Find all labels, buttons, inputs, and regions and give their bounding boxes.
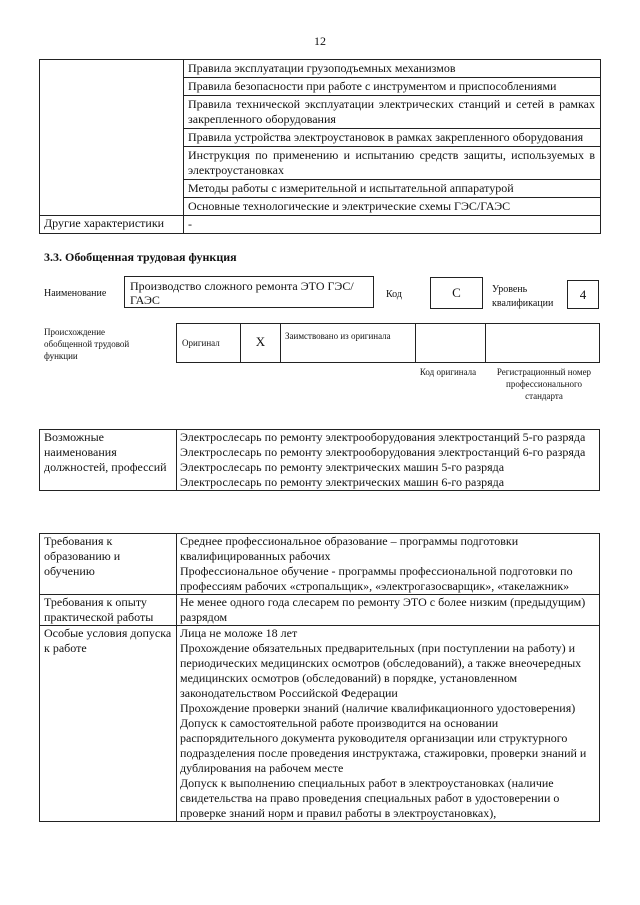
origin-table — [176, 323, 600, 363]
positions-label: Возможные наименования должностей, профессий — [40, 430, 177, 491]
original-code-cell — [416, 324, 486, 363]
experience-value: Не менее одного года слесарем по ремонту ЭТО с более низким (предыдущим) разрядом — [177, 595, 600, 626]
position-item: Электрослесарь по ремонту электрооборудования электростанций 6-го разряда — [180, 445, 586, 459]
position-item: Электрослесарь по ремонту электрических машин 6-го разряда — [180, 475, 505, 489]
original-mark: X — [241, 324, 281, 363]
conditions-label: Особые условия допуска к работе — [40, 626, 177, 822]
education-label: Требования к образованию и обучению — [40, 534, 177, 595]
knowledge-table — [39, 59, 601, 234]
knowledge-item: Основные технологические и электрические схемы ГЭС/ГАЭС — [184, 198, 601, 216]
positions-table — [39, 429, 600, 491]
origin-label: Происхождение обобщенной трудовой функции — [44, 327, 130, 361]
page-number: 12 — [314, 34, 326, 48]
reg-number-caption: Регистрационный номер профессионального стандарта — [496, 367, 592, 401]
other-characteristics-label: Другие характеристики — [40, 216, 184, 234]
education-cell — [177, 534, 600, 595]
level-label: Уровень квалификации — [492, 284, 554, 309]
education-item: Среднее профессиональное образование – программы подготовки квалифицированных рабочих — [180, 534, 519, 563]
code-label: Код — [386, 289, 402, 300]
condition-item: Прохождение проверки знаний (наличие квалификационного удостоверения) — [180, 701, 576, 715]
conditions-cell — [177, 626, 600, 822]
knowledge-label-cell — [40, 60, 184, 216]
condition-item: Допуск к самостоятельной работе производится на основании распорядительного документа руководителя организации или структурного подразделения после проведения инструктажа, стажировки, проверки знаний и дублирования на рабочем месте — [180, 716, 587, 775]
original-label: Оригинал — [177, 324, 241, 363]
reg-number-cell — [486, 324, 600, 363]
position-item: Электрослесарь по ремонту электрических машин 5-го разряда — [180, 460, 505, 474]
original-code-caption: Код оригинала — [419, 367, 477, 377]
level-box: 4 — [567, 280, 599, 309]
education-item: Профессиональное обучение - программы профессиональной подготовки по профессиям рабочих «стропальщик», «электрогазосварщик», «такелажник» — [180, 564, 573, 593]
knowledge-item: Правила технической эксплуатации электрических станций и сетей в рамках закрепленного оборудования — [184, 96, 601, 129]
condition-item: Прохождение обязательных предварительных (при поступлении на работу) и периодических медицинских осмотров (обследований), а также внеочередных медицинских осмотров (обследований) в порядке, установленном законодательством Российской Федерации — [180, 641, 582, 700]
code-box: С — [430, 277, 483, 309]
knowledge-item: Методы работы с измерительной и испытательной аппаратурой — [184, 180, 601, 198]
knowledge-item: Правила устройства электроустановок в рамках закрепленного оборудования — [184, 129, 601, 147]
borrowed-label: Заимствовано из оригинала — [281, 324, 416, 363]
section-title: 3.3. Обобщенная трудовая функция — [44, 250, 237, 264]
condition-item: Лица не моложе 18 лет — [180, 626, 298, 640]
experience-label: Требования к опыту практической работы — [40, 595, 177, 626]
name-label: Наименование — [44, 288, 107, 299]
condition-item: Допуск к выполнению специальных работ в электроустановках (наличие свидетельства на право проведения специальных работ в удостоверении о проверке знаний норм и правил работы в электроустановках), — [180, 776, 560, 820]
positions-cell — [177, 430, 600, 491]
knowledge-item: Правила эксплуатации грузоподъемных механизмов — [184, 60, 601, 78]
requirements-table — [39, 533, 600, 822]
knowledge-item: Правила безопасности при работе с инструментом и приспособлениями — [184, 78, 601, 96]
function-name-box: Производство сложного ремонта ЭТО ГЭС/ГАЭС — [124, 276, 374, 308]
position-item: Электрослесарь по ремонту электрооборудования электростанций 5-го разряда — [180, 430, 586, 444]
other-characteristics-value: - — [184, 216, 601, 234]
knowledge-item: Инструкция по применению и испытанию средств защиты, используемых в электроустановках — [184, 147, 601, 180]
